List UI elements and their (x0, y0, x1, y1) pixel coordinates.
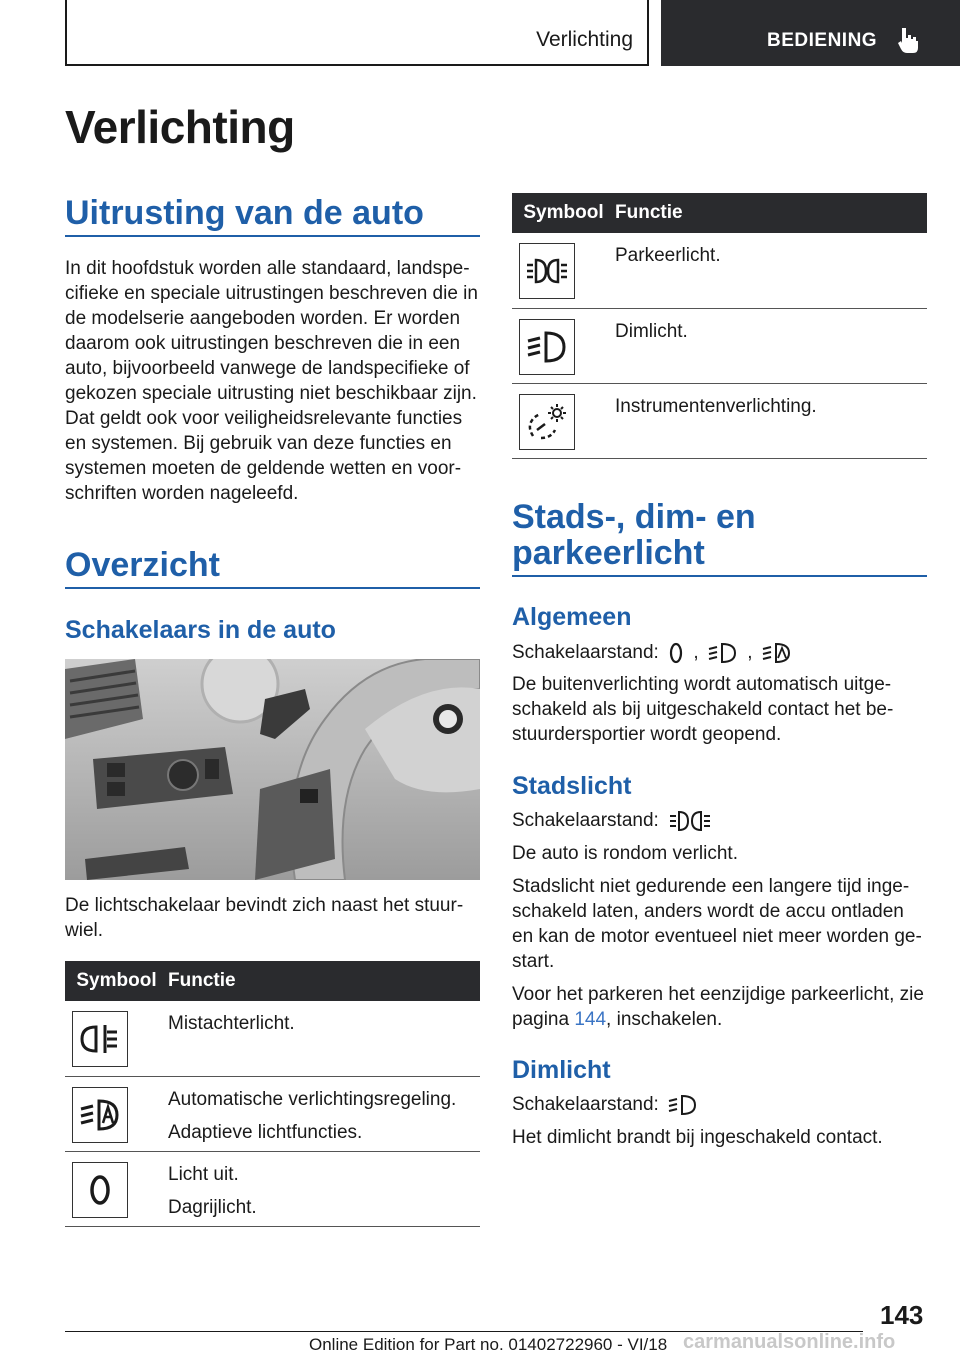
lights-off-icon (72, 1162, 128, 1218)
general-paragraph: De buitenverlichting wordt automatisch uitge- schakeld als bij uitgeschakeld contact het be- stuurdersportier wordt geopend. (512, 674, 894, 745)
table-row: Mistachterlicht. (65, 1001, 480, 1076)
low-beam-icon (708, 641, 738, 665)
col-function: Functie (615, 193, 927, 233)
parking-light-icon (668, 809, 712, 833)
page-link[interactable]: 144 (574, 1009, 607, 1030)
table-row: Parkeerlicht. (512, 233, 927, 308)
header-chapter-title: BEDIENING (767, 30, 878, 51)
switch-caption: De lichtschakelaar bevindt zich naast het stuur- wiel. (65, 895, 464, 941)
rear-fog-light-icon (72, 1011, 128, 1067)
page-title: Verlichting (65, 101, 295, 153)
automatic-headlight-icon (762, 641, 792, 665)
general-switch-position: Schakelaarstand: , , (512, 640, 928, 665)
pointing-hand-icon (897, 26, 921, 54)
header-chapter-tab (661, 0, 960, 66)
heading-lights: Stads-, dim- en parkeerlicht (512, 498, 756, 572)
heading-low-beam: Dimlicht (512, 1056, 611, 1084)
table-row: Licht uit. Dagrijlicht. (65, 1151, 480, 1226)
table-row: Automatische verlichtingsregeling. Adaptieve lichtfuncties. (65, 1076, 480, 1151)
heading-rule (65, 587, 480, 589)
light-switch-dashboard-image (65, 659, 480, 880)
low-beam-icon (668, 1093, 698, 1117)
lights-off-icon (668, 641, 684, 665)
symbol-table-left (65, 961, 480, 1227)
dim-paragraph: Het dimlicht brandt bij ingeschakeld contact. (512, 1127, 883, 1148)
city-paragraph-2: Stadslicht niet gedurende een langere tijd inge- schakeld laten, anders wordt de accu ontladen en kan de motor eventueel niet meer worden ge- start. (512, 876, 922, 972)
col-symbol: Symbool (512, 193, 615, 233)
instrument-lighting-icon (519, 394, 575, 450)
heading-switches: Schakelaars in de auto (65, 616, 336, 644)
page-number: 143 (880, 1300, 924, 1330)
city-paragraph-1: De auto is rondom verlicht. (512, 843, 738, 864)
heading-city-light: Stadslicht (512, 772, 632, 800)
heading-general: Algemeen (512, 603, 632, 631)
city-switch-position: Schakelaarstand: (512, 808, 928, 833)
table-row: Dimlicht. (512, 308, 927, 383)
table-row: Instrumentenverlichting. (512, 383, 927, 458)
heading-equipment: Uitrusting van de auto (65, 194, 424, 232)
automatic-headlight-icon (72, 1087, 128, 1143)
parking-light-icon (519, 243, 575, 299)
col-symbol: Symbool (65, 961, 168, 1001)
watermark: carmanualsonline.info (683, 1331, 896, 1353)
heading-overview: Overzicht (65, 546, 220, 584)
heading-rule (65, 235, 480, 237)
heading-rule (512, 575, 927, 577)
footer-edition: Online Edition for Part no. 01402722960 - VI/18 (309, 1335, 668, 1354)
city-paragraph-3: Voor het parkeren het eenzijdige parkeerlicht, zie pagina 144, inschakelen. (512, 984, 924, 1030)
low-beam-icon (519, 319, 575, 375)
header-section-tab (65, 0, 649, 66)
dim-switch-position: Schakelaarstand: (512, 1092, 928, 1117)
col-function: Functie (168, 961, 480, 1001)
symbol-table-right (512, 193, 927, 459)
header-section-title: Verlichting (536, 28, 633, 51)
equipment-paragraph: In dit hoofdstuk worden alle standaard, landspe- cifieke en speciale uitrustingen beschreven die in de modelserie aangeboden worden. Er worden daarom ook uitrustingen beschreven die in een auto, bijvoorbeeld vanwege de landspecifieke of gekozen speciale uitrusting niet beschikbaar zijn. Dat geldt ook voor veiligheidsrelevante functies en systemen. Bij gebruik van deze functies en systemen moeten de geldende wetten en voor- schriften worden nageleefd. (65, 258, 478, 504)
